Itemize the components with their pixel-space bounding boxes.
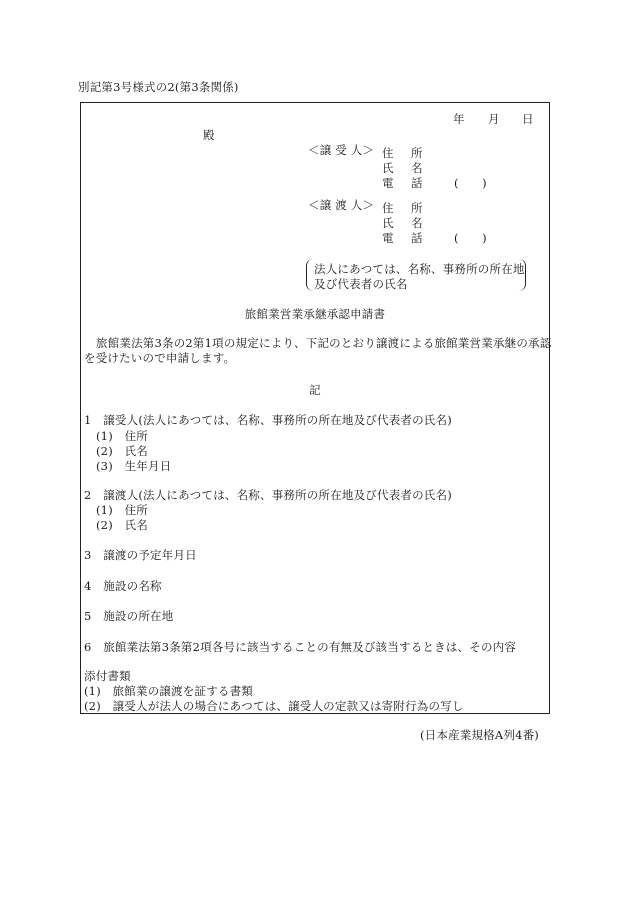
item-6: 6 旅館業法第3条第2項各号に該当することの有無及び該当するときは、その内容 — [84, 640, 517, 654]
attachment-1: (1) 旅館業の譲渡を証する書類 — [84, 684, 253, 698]
item-1-sub-1: (1) 住所 — [96, 429, 148, 443]
transferor-phone-label: 電 話 — [382, 231, 426, 245]
transferee-label: ＜譲 受 人＞ — [308, 143, 375, 157]
item-1-sub-2: (2) 氏名 — [96, 444, 148, 458]
body-text-line1: 旅館業法第3条の2第1項の規定により、下記のとおり譲渡による旅館業営業承継の承認 — [96, 336, 552, 350]
transferee-phone-label: 電 話 — [382, 176, 426, 190]
date-month: 月 — [488, 112, 500, 126]
attachment-2: (2) 譲受人が法人の場合にあつては、譲受人の定款又は寄附行為の写し — [84, 699, 464, 713]
item-1-sub-3: (3) 生年月日 — [96, 459, 172, 473]
corporate-note-line2: 及び代表者の氏名 — [314, 277, 408, 291]
transferor-label: ＜譲 渡 人＞ — [308, 198, 375, 212]
transferor-address-label: 住 所 — [382, 201, 426, 215]
date-day: 日 — [522, 112, 534, 126]
form-reference: 別記第3号様式の2(第3条関係) — [78, 80, 239, 94]
ki-marker: 記 — [309, 383, 321, 397]
paper-size-note: (日本産業規格A列4番) — [420, 728, 539, 742]
date-year: 年 — [453, 112, 465, 126]
item-2-label: 2 譲渡人(法人にあつては、名称、事務所の所在地及び代表者の氏名) — [84, 488, 452, 502]
item-1-label: 1 譲受人(法人にあつては、名称、事務所の所在地及び代表者の氏名) — [84, 413, 452, 427]
attachments-heading: 添付書類 — [84, 669, 131, 683]
transferor-phone-parens: ( ) — [454, 231, 487, 245]
document-title: 旅館業営業承継承認申請書 — [244, 307, 386, 321]
item-2-sub-1: (1) 住所 — [96, 503, 148, 517]
addressee-suffix: 殿 — [203, 128, 215, 142]
transferee-phone-parens: ( ) — [454, 176, 487, 190]
item-4: 4 施設の名称 — [84, 579, 162, 593]
transferee-address-label: 住 所 — [382, 146, 426, 160]
item-5: 5 施設の所在地 — [84, 609, 174, 623]
corporate-note-line1: 法人にあつては、名称、事務所の所在地 — [314, 262, 525, 276]
item-2-sub-2: (2) 氏名 — [96, 518, 148, 532]
transferor-name-label: 氏 名 — [382, 216, 426, 230]
body-text-line2: を受けたいので申請します。 — [84, 351, 236, 365]
transferee-name-label: 氏 名 — [382, 161, 426, 175]
item-3: 3 譲渡の予定年月日 — [84, 548, 197, 562]
